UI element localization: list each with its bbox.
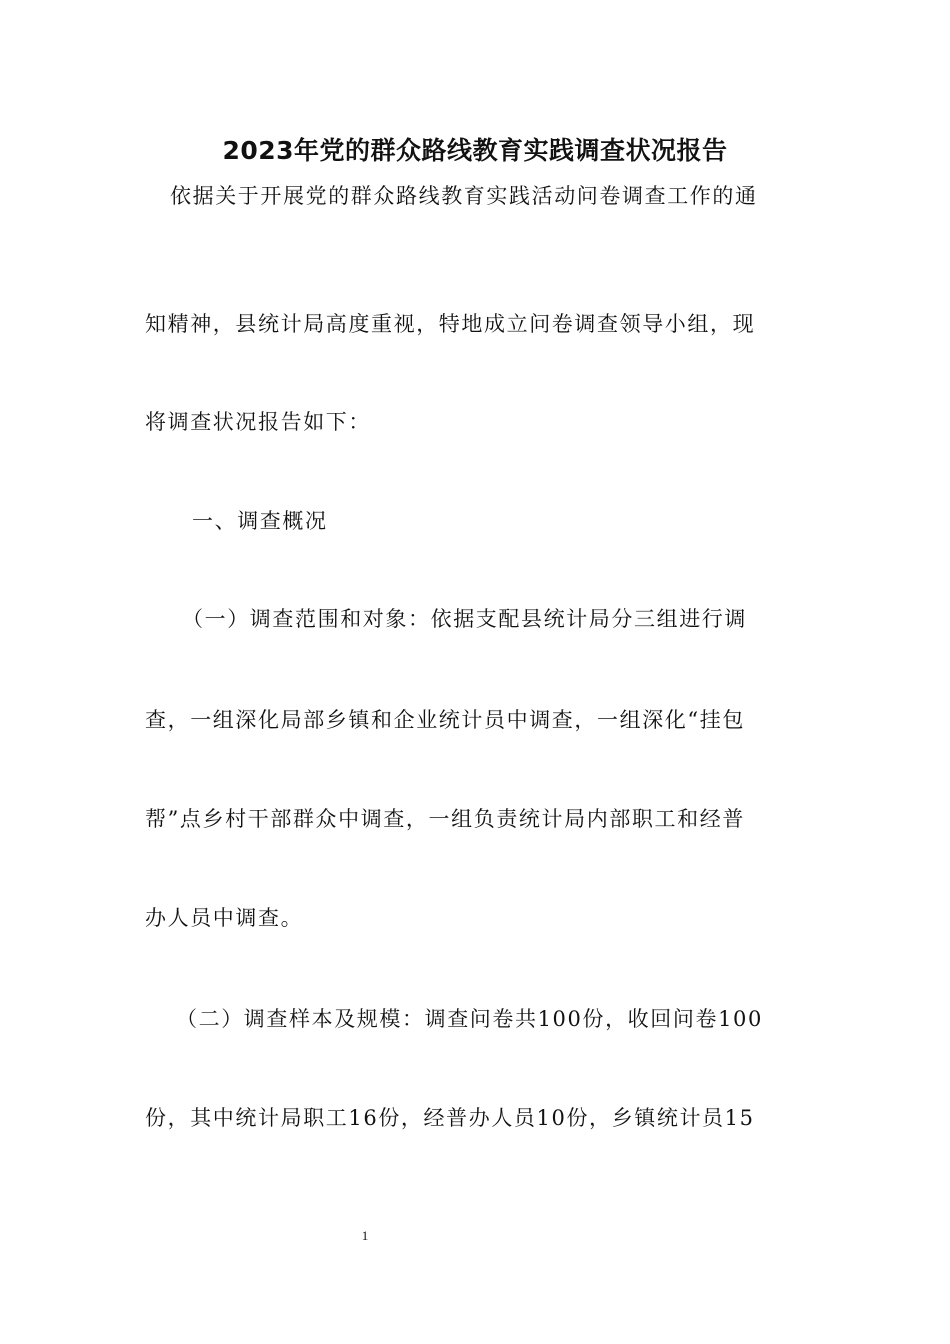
page-number: 1 xyxy=(361,1228,369,1243)
paragraph-line: 知精神，县统计局高度重视，特地成立问卷调查领导小组，现 xyxy=(145,312,756,336)
paragraph-line: （一）调查范围和对象：依据支配县统计局分三组进行调 xyxy=(182,607,747,631)
section-heading: 一、调查概况 xyxy=(192,509,328,533)
paragraph-line: 份，其中统计局职工16份，经普办人员10份，乡镇统计员15 xyxy=(145,1106,755,1130)
paragraph-line: 依据关于开展党的群众路线教育实践活动问卷调查工作的通 xyxy=(170,184,758,208)
document-title: 2023年党的群众路线教育实践调查状况报告 xyxy=(222,136,728,165)
paragraph-line: 查，一组深化局部乡镇和企业统计员中调查，一组深化“挂包 xyxy=(145,708,745,732)
paragraph-line: 帮”点乡村干部群众中调查，一组负责统计局内部职工和经普 xyxy=(145,807,745,831)
paragraph-line: （二）调查样本及规模：调查问卷共100份，收回问卷100 xyxy=(176,1007,763,1031)
paragraph-line: 办人员中调查。 xyxy=(145,906,304,930)
paragraph-line: 将调查状况报告如下： xyxy=(145,410,371,434)
